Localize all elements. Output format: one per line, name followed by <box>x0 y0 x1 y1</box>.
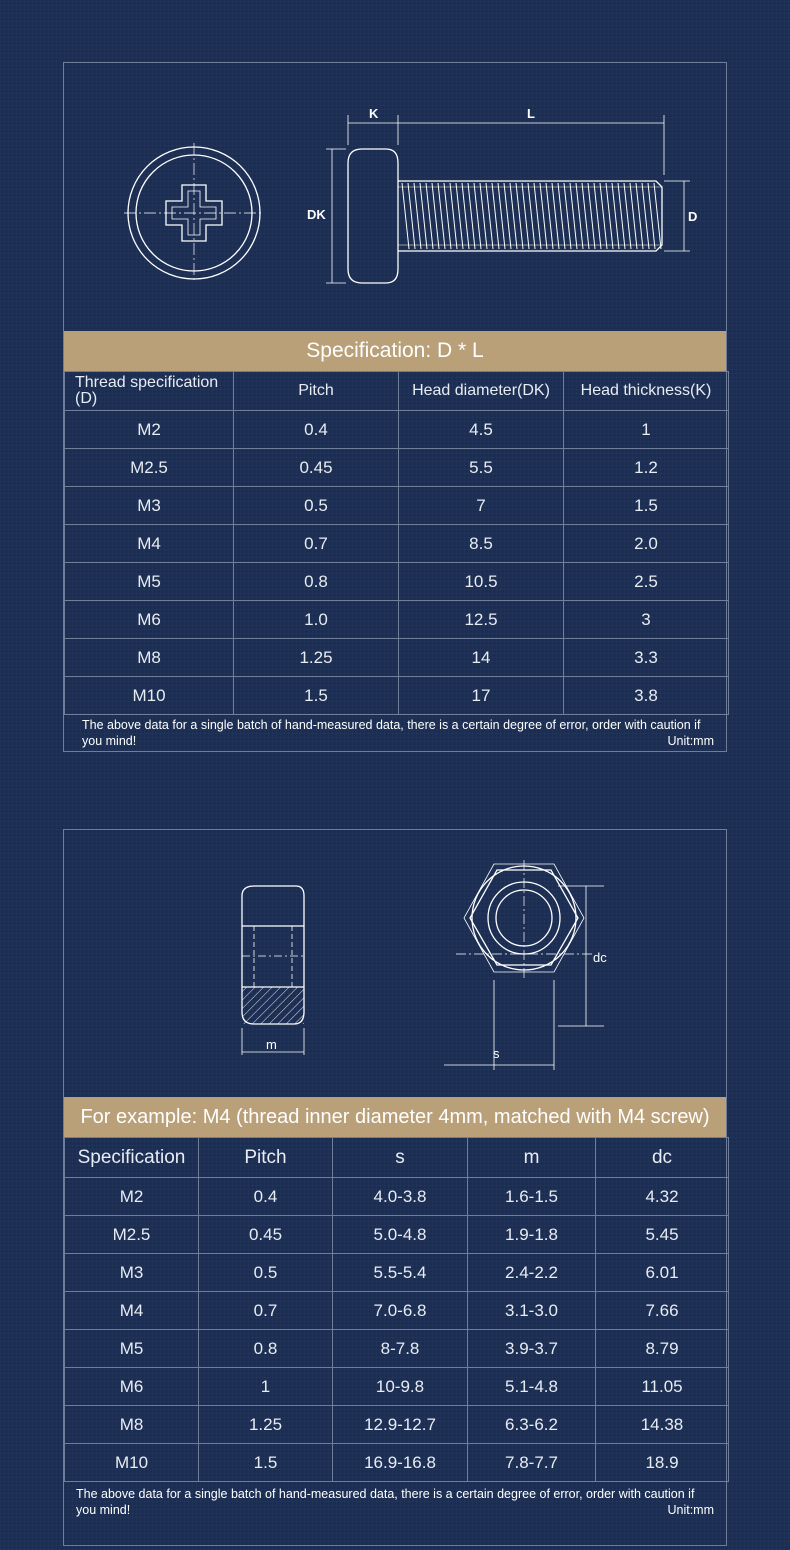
thread-line <box>600 183 607 249</box>
thread-line <box>438 183 445 249</box>
table-cell: 2.0 <box>564 525 729 563</box>
thread-line <box>510 183 517 249</box>
note-text: The above data for a single batch of hand-measured data, there is a certain degree of error, order with caution if you mind! <box>76 1487 695 1517</box>
table-cell: 5.45 <box>596 1216 729 1254</box>
nut-side-view <box>242 886 304 1024</box>
table-cell: 1.0 <box>234 601 399 639</box>
thread-line <box>456 183 463 249</box>
thread-line <box>630 183 637 249</box>
thread-line <box>570 183 577 249</box>
header-s: s <box>333 1138 468 1178</box>
nut-spec-title: For example: M4 (thread inner diameter 4mm, matched with M4 screw) <box>64 1097 726 1137</box>
thread-line <box>624 183 631 249</box>
header-m: m <box>468 1138 596 1178</box>
nut-top-view <box>456 860 592 980</box>
table-cell: M3 <box>65 487 234 525</box>
table-row <box>65 449 729 487</box>
table-row <box>65 1368 729 1406</box>
table-cell: M2.5 <box>65 449 234 487</box>
table-cell: 4.0-3.8 <box>333 1178 468 1216</box>
table-cell: 14 <box>399 639 564 677</box>
table-cell: 17 <box>399 677 564 715</box>
thread-line <box>582 183 589 249</box>
table-cell: 0.4 <box>199 1178 333 1216</box>
table-cell: 0.7 <box>234 525 399 563</box>
screw-dimension-lines <box>326 115 690 283</box>
header-head-diameter: Head diameter(DK) <box>399 372 564 411</box>
table-cell: 10-9.8 <box>333 1368 468 1406</box>
screw-drawing <box>64 63 726 331</box>
table-cell: 0.7 <box>199 1292 333 1330</box>
table-cell: 8.5 <box>399 525 564 563</box>
thread-line <box>534 183 541 249</box>
table-cell: 3.9-3.7 <box>468 1330 596 1368</box>
table-cell: 1.25 <box>199 1406 333 1444</box>
table-cell: 1.5 <box>564 487 729 525</box>
thread-line <box>414 183 421 249</box>
nut-spec-panel <box>63 829 727 1546</box>
dim-label-dk: DK <box>307 207 326 222</box>
table-cell: 3.8 <box>564 677 729 715</box>
thread-line <box>402 183 409 249</box>
table-cell: 0.8 <box>199 1330 333 1368</box>
table-cell: 8-7.8 <box>333 1330 468 1368</box>
note-text: The above data for a single batch of hand-measured data, there is a certain degree of error, order with caution if you mind! <box>82 718 701 748</box>
table-row <box>65 1406 729 1444</box>
table-cell: 1 <box>199 1368 333 1406</box>
table-cell: 4.32 <box>596 1178 729 1216</box>
table-cell: 5.5 <box>399 449 564 487</box>
table-cell: M6 <box>65 1368 199 1406</box>
header-dc: dc <box>596 1138 729 1178</box>
thread-line <box>636 183 643 249</box>
header-pitch: Pitch <box>199 1138 333 1178</box>
screw-spec-panel <box>63 62 727 752</box>
screw-head-top-view <box>124 143 264 283</box>
thread-line <box>522 183 529 249</box>
table-cell: M10 <box>65 677 234 715</box>
table-cell: 3.3 <box>564 639 729 677</box>
table-cell: M5 <box>65 563 234 601</box>
table-row <box>65 601 729 639</box>
screw-note <box>82 717 714 749</box>
table-row <box>65 1216 729 1254</box>
table-cell: 1.2 <box>564 449 729 487</box>
table-cell: 6.3-6.2 <box>468 1406 596 1444</box>
thread-line <box>408 183 415 249</box>
table-cell: 8.79 <box>596 1330 729 1368</box>
table-cell: 12.5 <box>399 601 564 639</box>
table-cell: M8 <box>65 1406 199 1444</box>
thread-line <box>654 183 661 249</box>
table-cell: 12.9-12.7 <box>333 1406 468 1444</box>
thread-line <box>516 183 523 249</box>
dim-label-d: D <box>688 209 698 224</box>
table-cell: 7.0-6.8 <box>333 1292 468 1330</box>
table-header-row <box>65 1138 729 1178</box>
table-row <box>65 639 729 677</box>
thread-line <box>612 183 619 249</box>
thread-line <box>480 183 487 249</box>
thread-line <box>498 183 505 249</box>
table-row <box>65 677 729 715</box>
dim-label-l: L <box>527 106 535 121</box>
table-cell: M6 <box>65 601 234 639</box>
dim-label-k: K <box>369 106 379 121</box>
table-cell: 0.5 <box>234 487 399 525</box>
table-cell: M10 <box>65 1444 199 1482</box>
table-cell: 4.5 <box>399 411 564 449</box>
table-cell: 5.0-4.8 <box>333 1216 468 1254</box>
table-cell: 11.05 <box>596 1368 729 1406</box>
screw-spec-table <box>64 371 729 715</box>
table-row <box>65 1444 729 1482</box>
unit-label: Unit:mm <box>667 1503 714 1517</box>
table-cell: 7.8-7.7 <box>468 1444 596 1482</box>
table-cell: 10.5 <box>399 563 564 601</box>
thread-line <box>426 183 433 249</box>
unit-label: Unit:mm <box>667 734 714 748</box>
table-cell: 3 <box>564 601 729 639</box>
thread-line <box>588 183 595 249</box>
table-cell: 2.4-2.2 <box>468 1254 596 1292</box>
table-cell: 6.01 <box>596 1254 729 1292</box>
nut-dimension-lines <box>242 886 604 1070</box>
thread-line <box>642 183 649 249</box>
table-cell: 0.45 <box>199 1216 333 1254</box>
nut-spec-table <box>64 1137 729 1482</box>
table-row <box>65 1254 729 1292</box>
table-cell: 7 <box>399 487 564 525</box>
dim-label-m: m <box>266 1037 277 1052</box>
table-cell: M8 <box>65 639 234 677</box>
thread-line <box>576 183 583 249</box>
thread-line <box>564 183 571 249</box>
table-header-row <box>65 372 729 411</box>
table-cell: 7.66 <box>596 1292 729 1330</box>
thread-line <box>450 183 457 249</box>
table-cell: 0.5 <box>199 1254 333 1292</box>
table-cell: M2 <box>65 411 234 449</box>
header-specification: Specification <box>65 1138 199 1178</box>
thread-line <box>648 183 655 249</box>
table-cell: 18.9 <box>596 1444 729 1482</box>
table-row <box>65 563 729 601</box>
table-cell: 1.6-1.5 <box>468 1178 596 1216</box>
table-cell: 1.25 <box>234 639 399 677</box>
thread-line <box>432 183 439 249</box>
table-cell: 0.8 <box>234 563 399 601</box>
thread-line <box>594 183 601 249</box>
table-cell: M4 <box>65 525 234 563</box>
screw-spec-title: Specification: D * L <box>64 331 726 371</box>
thread-line <box>552 183 559 249</box>
nut-drawing <box>64 830 726 1097</box>
thread-line <box>486 183 493 249</box>
thread-line <box>528 183 535 249</box>
table-row <box>65 487 729 525</box>
thread-line <box>420 183 427 249</box>
table-cell: M2 <box>65 1178 199 1216</box>
thread-line <box>540 183 547 249</box>
table-cell: 5.1-4.8 <box>468 1368 596 1406</box>
table-cell: 0.45 <box>234 449 399 487</box>
thread-line <box>558 183 565 249</box>
table-cell: 1.9-1.8 <box>468 1216 596 1254</box>
table-cell: 3.1-3.0 <box>468 1292 596 1330</box>
table-row <box>65 525 729 563</box>
table-cell: 0.4 <box>234 411 399 449</box>
table-cell: M4 <box>65 1292 199 1330</box>
thread-line <box>504 183 511 249</box>
table-cell: M2.5 <box>65 1216 199 1254</box>
thread-line <box>618 183 625 249</box>
table-row <box>65 411 729 449</box>
table-row <box>65 1330 729 1368</box>
header-thread-spec: Thread specification (D) <box>65 372 234 411</box>
dim-label-dc: dc <box>593 950 607 965</box>
table-cell: 16.9-16.8 <box>333 1444 468 1482</box>
table-cell: 2.5 <box>564 563 729 601</box>
thread-line <box>444 183 451 249</box>
thread-line <box>474 183 481 249</box>
thread-line <box>606 183 613 249</box>
thread-line <box>462 183 469 249</box>
dim-label-s: s <box>493 1046 500 1061</box>
thread-line <box>492 183 499 249</box>
thread-line <box>468 183 475 249</box>
thread-line <box>546 183 553 249</box>
table-cell: 14.38 <box>596 1406 729 1444</box>
table-row <box>65 1178 729 1216</box>
nut-note <box>76 1486 714 1518</box>
table-cell: 1.5 <box>199 1444 333 1482</box>
table-cell: M3 <box>65 1254 199 1292</box>
header-head-thickness: Head thickness(K) <box>564 372 729 411</box>
table-row <box>65 1292 729 1330</box>
table-cell: 1.5 <box>234 677 399 715</box>
table-cell: 5.5-5.4 <box>333 1254 468 1292</box>
table-cell: M5 <box>65 1330 199 1368</box>
header-pitch: Pitch <box>234 372 399 411</box>
screw-side-view <box>348 149 662 283</box>
table-cell: 1 <box>564 411 729 449</box>
